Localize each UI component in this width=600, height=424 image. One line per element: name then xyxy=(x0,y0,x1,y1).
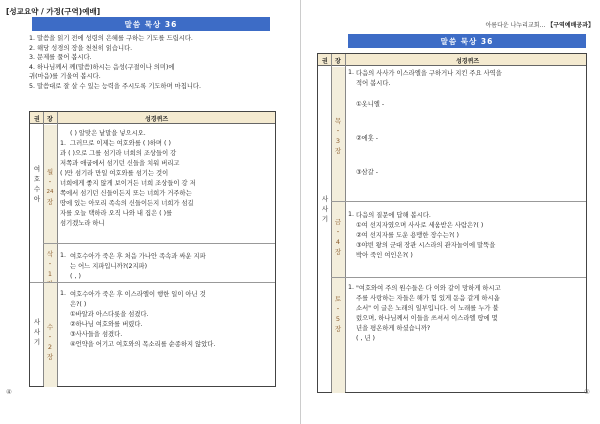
question-line: ④언약을 어기고 여호와의 목소리를 순종하지 않았다. xyxy=(70,341,216,348)
question-1 xyxy=(356,69,502,89)
instruction-item: 귀(마음)를 기울여 봅시다. xyxy=(29,73,101,81)
question-line: 여호수아가 죽은 후 처음 가나안 족속과 싸운 지파 xyxy=(70,253,206,260)
instruction-item: 2. 해당 성경의 장을 천천히 읽습니다. xyxy=(29,44,133,52)
question-number: 1. xyxy=(60,140,67,147)
chapter-label-4: 금 ・ 4 장 xyxy=(334,218,342,256)
question-line: 너희에게 좋지 않게 보이거든 너희 조상들이 강 저 xyxy=(60,180,196,187)
question-line: ①여 선지자였으며 사사로 세움받은 사람은?( ) xyxy=(356,222,484,229)
column-divider xyxy=(345,54,346,392)
header-church-name: 아름다운 나누리교회... xyxy=(485,22,546,29)
question-line: 과 ( )으로 그를 섬기라 너희의 조상들이 강 xyxy=(60,150,177,157)
question-line: 소서" 이 글은 노래의 일부입니다. 이 노래를 누가 불 xyxy=(356,305,499,312)
chapter-label-2: 수 ・ 2 장 xyxy=(46,323,54,361)
header-quiz: 성경퀴즈 xyxy=(145,116,169,123)
book-label-judges: 사 사 기 xyxy=(321,195,329,223)
question-line: 저쪽과 애굽에서 섬기던 신들을 치워 버리고 xyxy=(60,160,180,167)
column-divider xyxy=(57,112,58,386)
question-line: 다음의 질문에 답해 봅시다. xyxy=(356,212,431,219)
right-header xyxy=(486,20,595,29)
question-line: 섬기겠노라 하니 xyxy=(60,220,105,227)
header-book: 권 xyxy=(34,116,40,123)
question-line: 렀으며, 하나님께서 이들을 쓰셔서 이스라엘 땅에 몇 xyxy=(356,315,498,322)
instruction-item: 5. 말씀대로 잘 살 수 있는 능력을 주시도록 기도하며 마칩니다. xyxy=(29,82,202,90)
question-1 xyxy=(60,129,196,229)
chapter-label-3: 목 ・ 3 장 xyxy=(334,117,342,155)
question-line: 쪽에서 섬기던 신들이든지 또는 너희가 거주하는 xyxy=(60,190,192,197)
question-3 xyxy=(356,284,501,344)
question-line: ( )만 섬기라 만일 여호와를 섬기는 것이 xyxy=(60,170,169,177)
right-title-bar: 말씀 묵상 36 xyxy=(348,34,586,48)
chapter-label-24: 월 ・ 24 장 xyxy=(46,168,54,206)
question-line: 박아 죽인 여인은?( ) xyxy=(356,252,413,259)
row-divider xyxy=(43,282,275,283)
question-line: 자를 오늘 택하라 오직 나와 내 집은 ( )를 xyxy=(60,210,173,217)
question-line: 년을 평온하게 하셨습니까? xyxy=(356,325,431,332)
question-line: ③사사들을 섬겼다. xyxy=(70,331,123,338)
question-line: 은?( ) xyxy=(70,301,87,308)
question-line: 그러므로 이제는 여호와를 ( )하며 ( ) xyxy=(70,140,171,147)
question-line: 적어 봅시다. xyxy=(356,80,391,87)
header-series-name: 【구역예배공과】 xyxy=(547,22,594,29)
page-number-left: ④ xyxy=(6,388,12,396)
book-label-joshua: 여 호 수 아 xyxy=(33,165,41,203)
question-2 xyxy=(356,211,495,261)
question-2 xyxy=(70,252,206,282)
chapter-label-5: 토 ・ 5 장 xyxy=(334,295,342,333)
row-divider xyxy=(331,277,586,278)
table-header-row xyxy=(30,112,275,124)
quiz-table-right xyxy=(317,53,587,393)
question-line: ②하나님 여호와를 버렸다. xyxy=(70,321,143,328)
question-line: ②여 선지자를 도운 용맹한 장수는?( ) xyxy=(356,232,459,239)
question-number: 1. xyxy=(60,290,67,297)
header-chapter: 장 xyxy=(335,58,341,65)
question-line: ③야빈 왕의 군대 장관 시스라의 관자놀이에 말뚝을 xyxy=(356,242,496,249)
instruction-item: 1. 말씀을 읽기 전에 성령의 은혜를 구하는 기도를 드립시다. xyxy=(29,35,193,42)
chapter-label-1: 삭 ・ 1 xyxy=(46,250,54,278)
question-line: 는 어느 지파입니까?(2지파) xyxy=(70,263,148,270)
question-number: 1. xyxy=(348,284,355,291)
answer-item-ehud: ②에훗 - xyxy=(356,135,379,142)
header-quiz: 성경퀴즈 xyxy=(456,58,480,65)
question-line: "여호와여 주의 원수들은 다 이와 같이 망하게 하시고 xyxy=(356,285,501,292)
question-3 xyxy=(70,290,215,350)
page-number-right: ⑤ xyxy=(584,388,590,396)
question-number: 1. xyxy=(348,69,355,76)
question-line: ①바알과 아스다롯을 섬겼다. xyxy=(70,311,149,318)
left-header: [성교요약 / 가정(구역)예배] xyxy=(6,7,101,16)
instruction-item: 3. 문제를 풀어 봅시다. xyxy=(29,54,92,62)
instructions-list xyxy=(29,34,275,92)
question-number: 1. xyxy=(60,252,67,259)
question-number: 1. xyxy=(348,211,355,218)
question-line: 주를 사랑하는 자들은 해가 힘 있게 돋음 같게 하시옵 xyxy=(356,295,500,302)
question-line: 땅에 있는 아모리 족속의 신들이든지 너희가 섬길 xyxy=(60,200,194,207)
answer-item-shamgar: ③삼갈 - xyxy=(356,169,379,176)
quiz-table-left xyxy=(29,111,276,387)
answer-item-othniel: ①옷니엘 - xyxy=(356,101,385,108)
row-divider xyxy=(43,243,275,244)
question-line: ( , 년 ) xyxy=(356,335,376,342)
question-line: 다음의 사사가 이스라엘을 구하거나 지킨 주요 사역을 xyxy=(356,70,502,77)
left-title-bar: 말씀 묵상 36 xyxy=(32,17,270,31)
question-line: ( , ) xyxy=(70,273,81,280)
row-divider xyxy=(331,201,586,202)
instruction-item: 4. 하나님께서 께(말씀)하시는 음성(구절이나 의미)에 xyxy=(29,63,175,71)
header-chapter: 장 xyxy=(47,116,53,123)
question-line: 여호수아가 죽은 후 이스라엘이 행한 일이 아닌 것 xyxy=(70,291,206,298)
header-book: 권 xyxy=(322,58,328,65)
book-divider xyxy=(30,282,43,283)
question-line: ( ) 알맞은 낱말을 넣으시오. xyxy=(70,130,146,137)
book-label-judges: 사 사 기 xyxy=(33,318,41,346)
table-header-row xyxy=(318,54,586,66)
